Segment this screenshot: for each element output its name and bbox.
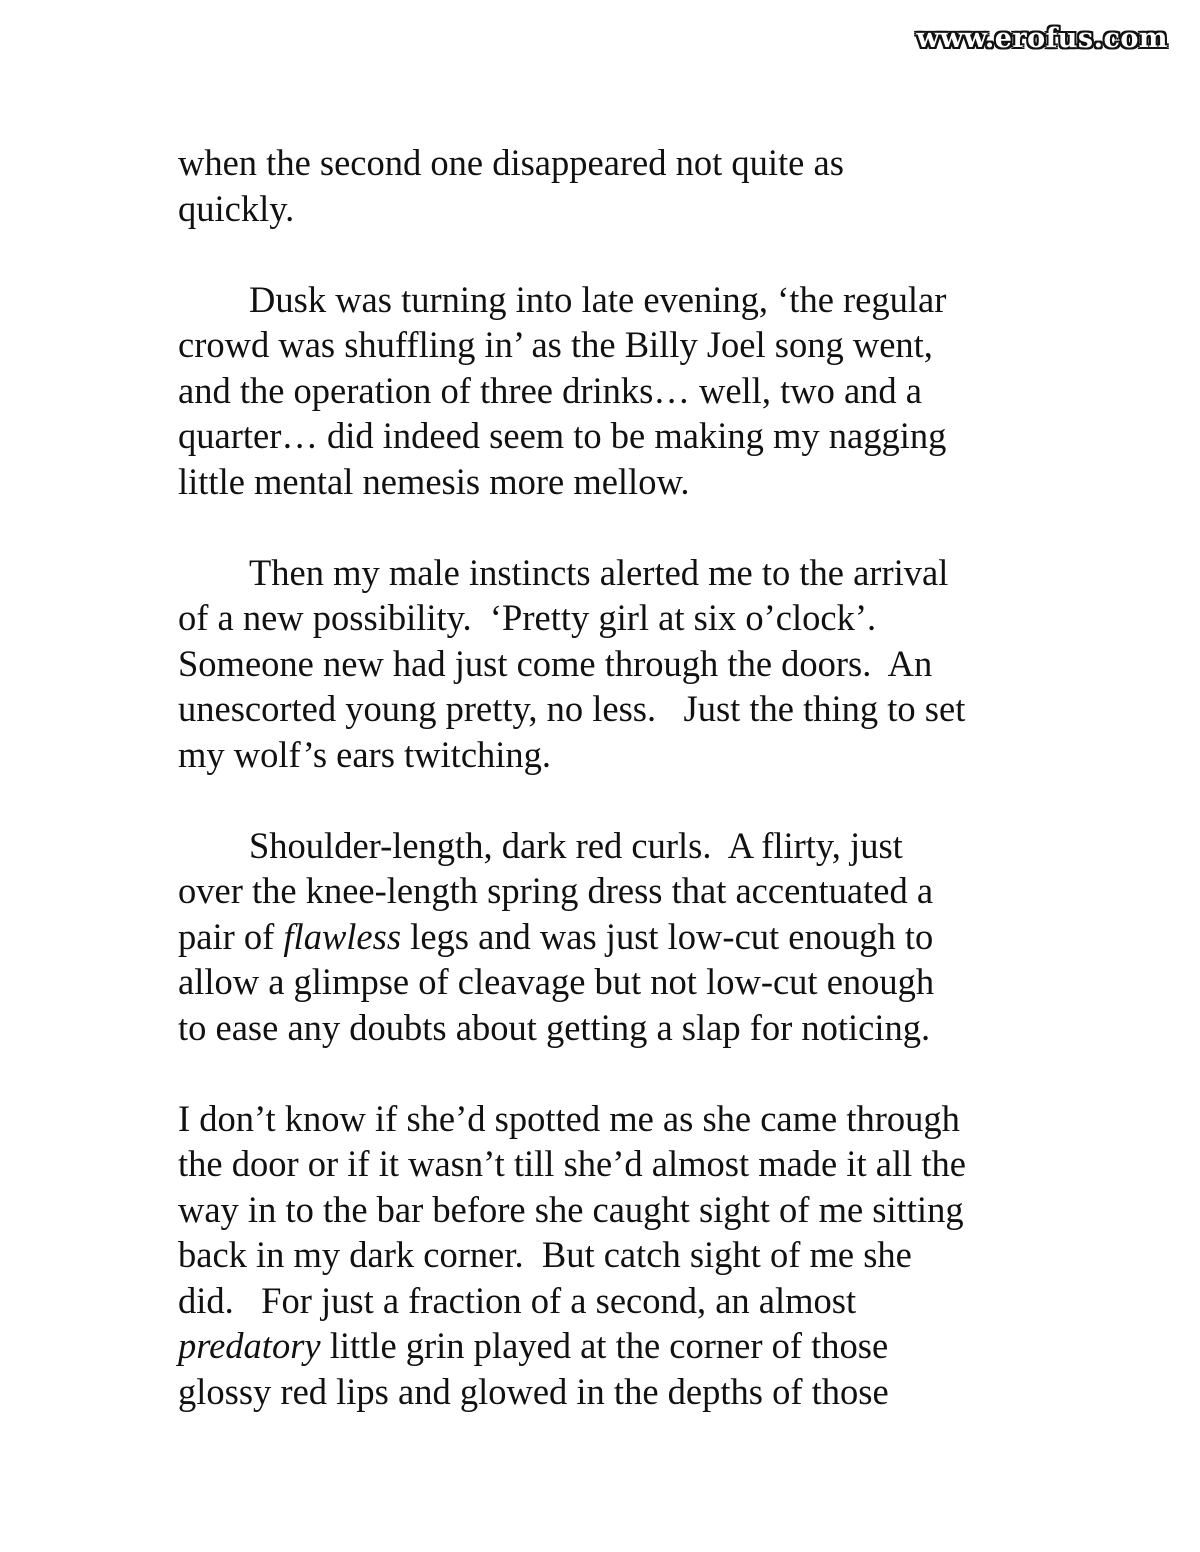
text-line: [178, 1005, 1058, 1051]
text-segment: to ease any doubts about getting a slap for noticing.: [178, 1006, 931, 1048]
text-line: [178, 277, 1058, 323]
text-line: [178, 186, 1058, 232]
text-line: [178, 1278, 1058, 1324]
text-segment: when the second one disappeared not quite as: [178, 142, 844, 183]
text-line: [178, 686, 1058, 732]
paragraph-p4: [178, 823, 1058, 1051]
text-segment: the door or if it wasn’t till she’d almost made it all the: [178, 1143, 966, 1184]
text-line: [178, 368, 1058, 414]
text-line: [178, 550, 1058, 596]
text-line: [178, 732, 1058, 778]
text-line: [178, 641, 1058, 687]
paragraph-gap: [178, 504, 1058, 550]
text-segment: legs and was just low-cut enough to: [401, 915, 934, 957]
text-segment: Shoulder-length, dark red curls. A flirty, just: [249, 824, 903, 866]
text-line: [178, 1232, 1058, 1278]
text-segment: of a new possibility. ‘Pretty girl at six o’clock’.: [178, 597, 877, 638]
italic-text: predatory: [178, 1325, 321, 1366]
text-line: [178, 322, 1058, 368]
text-segment: Then my male instincts alerted me to the arrival: [249, 551, 949, 593]
text-segment: and the operation of three drinks… well, two and a: [178, 369, 922, 411]
text-line: [178, 595, 1058, 641]
text-line: [178, 1187, 1058, 1233]
text-line: [178, 823, 1058, 869]
text-segment: did. For just a fraction of a second, an almost: [178, 1279, 857, 1321]
text-segment: allow a glimpse of cleavage but not low-cut enough: [178, 961, 935, 1002]
paragraph-p5: [178, 1096, 1058, 1415]
story-text: [178, 140, 1058, 1414]
text-line: [178, 140, 1058, 186]
text-segment: my wolf’s ears twitching.: [178, 733, 552, 775]
paragraph-gap: [178, 231, 1058, 277]
text-segment: little grin played at the corner of those: [320, 1325, 889, 1366]
text-line: [178, 959, 1058, 1005]
text-line: [178, 914, 1058, 960]
text-segment: glossy red lips and glowed in the depths of those: [178, 1370, 889, 1412]
text-segment: over the knee-length spring dress that accentuated a: [178, 870, 934, 911]
text-segment: quickly.: [178, 187, 295, 229]
paragraph-p2: [178, 277, 1058, 505]
text-segment: I don’t know if she’d spotted me as she came through: [178, 1097, 960, 1139]
paragraph-gap: [178, 1050, 1058, 1096]
italic-text: flawless: [283, 915, 402, 957]
text-line: [178, 868, 1058, 914]
text-line: [178, 1323, 1058, 1369]
text-line: [178, 413, 1058, 459]
paragraph-gap: [178, 777, 1058, 823]
paragraph-p1: [178, 140, 1058, 231]
text-segment: unescorted young pretty, no less. Just the thing to set: [178, 688, 966, 729]
text-segment: pair of: [178, 915, 284, 957]
text-segment: back in my dark corner. But catch sight of me she: [178, 1234, 912, 1275]
text-segment: little mental nemesis more mellow.: [178, 460, 690, 502]
text-segment: way in to the bar before she caught sight of me sitting: [178, 1188, 964, 1230]
text-line: [178, 1141, 1058, 1187]
text-line: [178, 1096, 1058, 1142]
paragraph-p3: [178, 550, 1058, 778]
text-segment: Dusk was turning into late evening, ‘the regular: [249, 278, 947, 320]
text-segment: Someone new had just come through the doors. An: [178, 642, 933, 684]
text-segment: quarter… did indeed seem to be making my nagging: [178, 415, 947, 456]
watermark-logo: www.erofus.com: [916, 22, 1168, 54]
text-line: [178, 459, 1058, 505]
text-line: [178, 1369, 1058, 1415]
text-segment: crowd was shuffling in’ as the Billy Joel song went,: [178, 324, 933, 365]
